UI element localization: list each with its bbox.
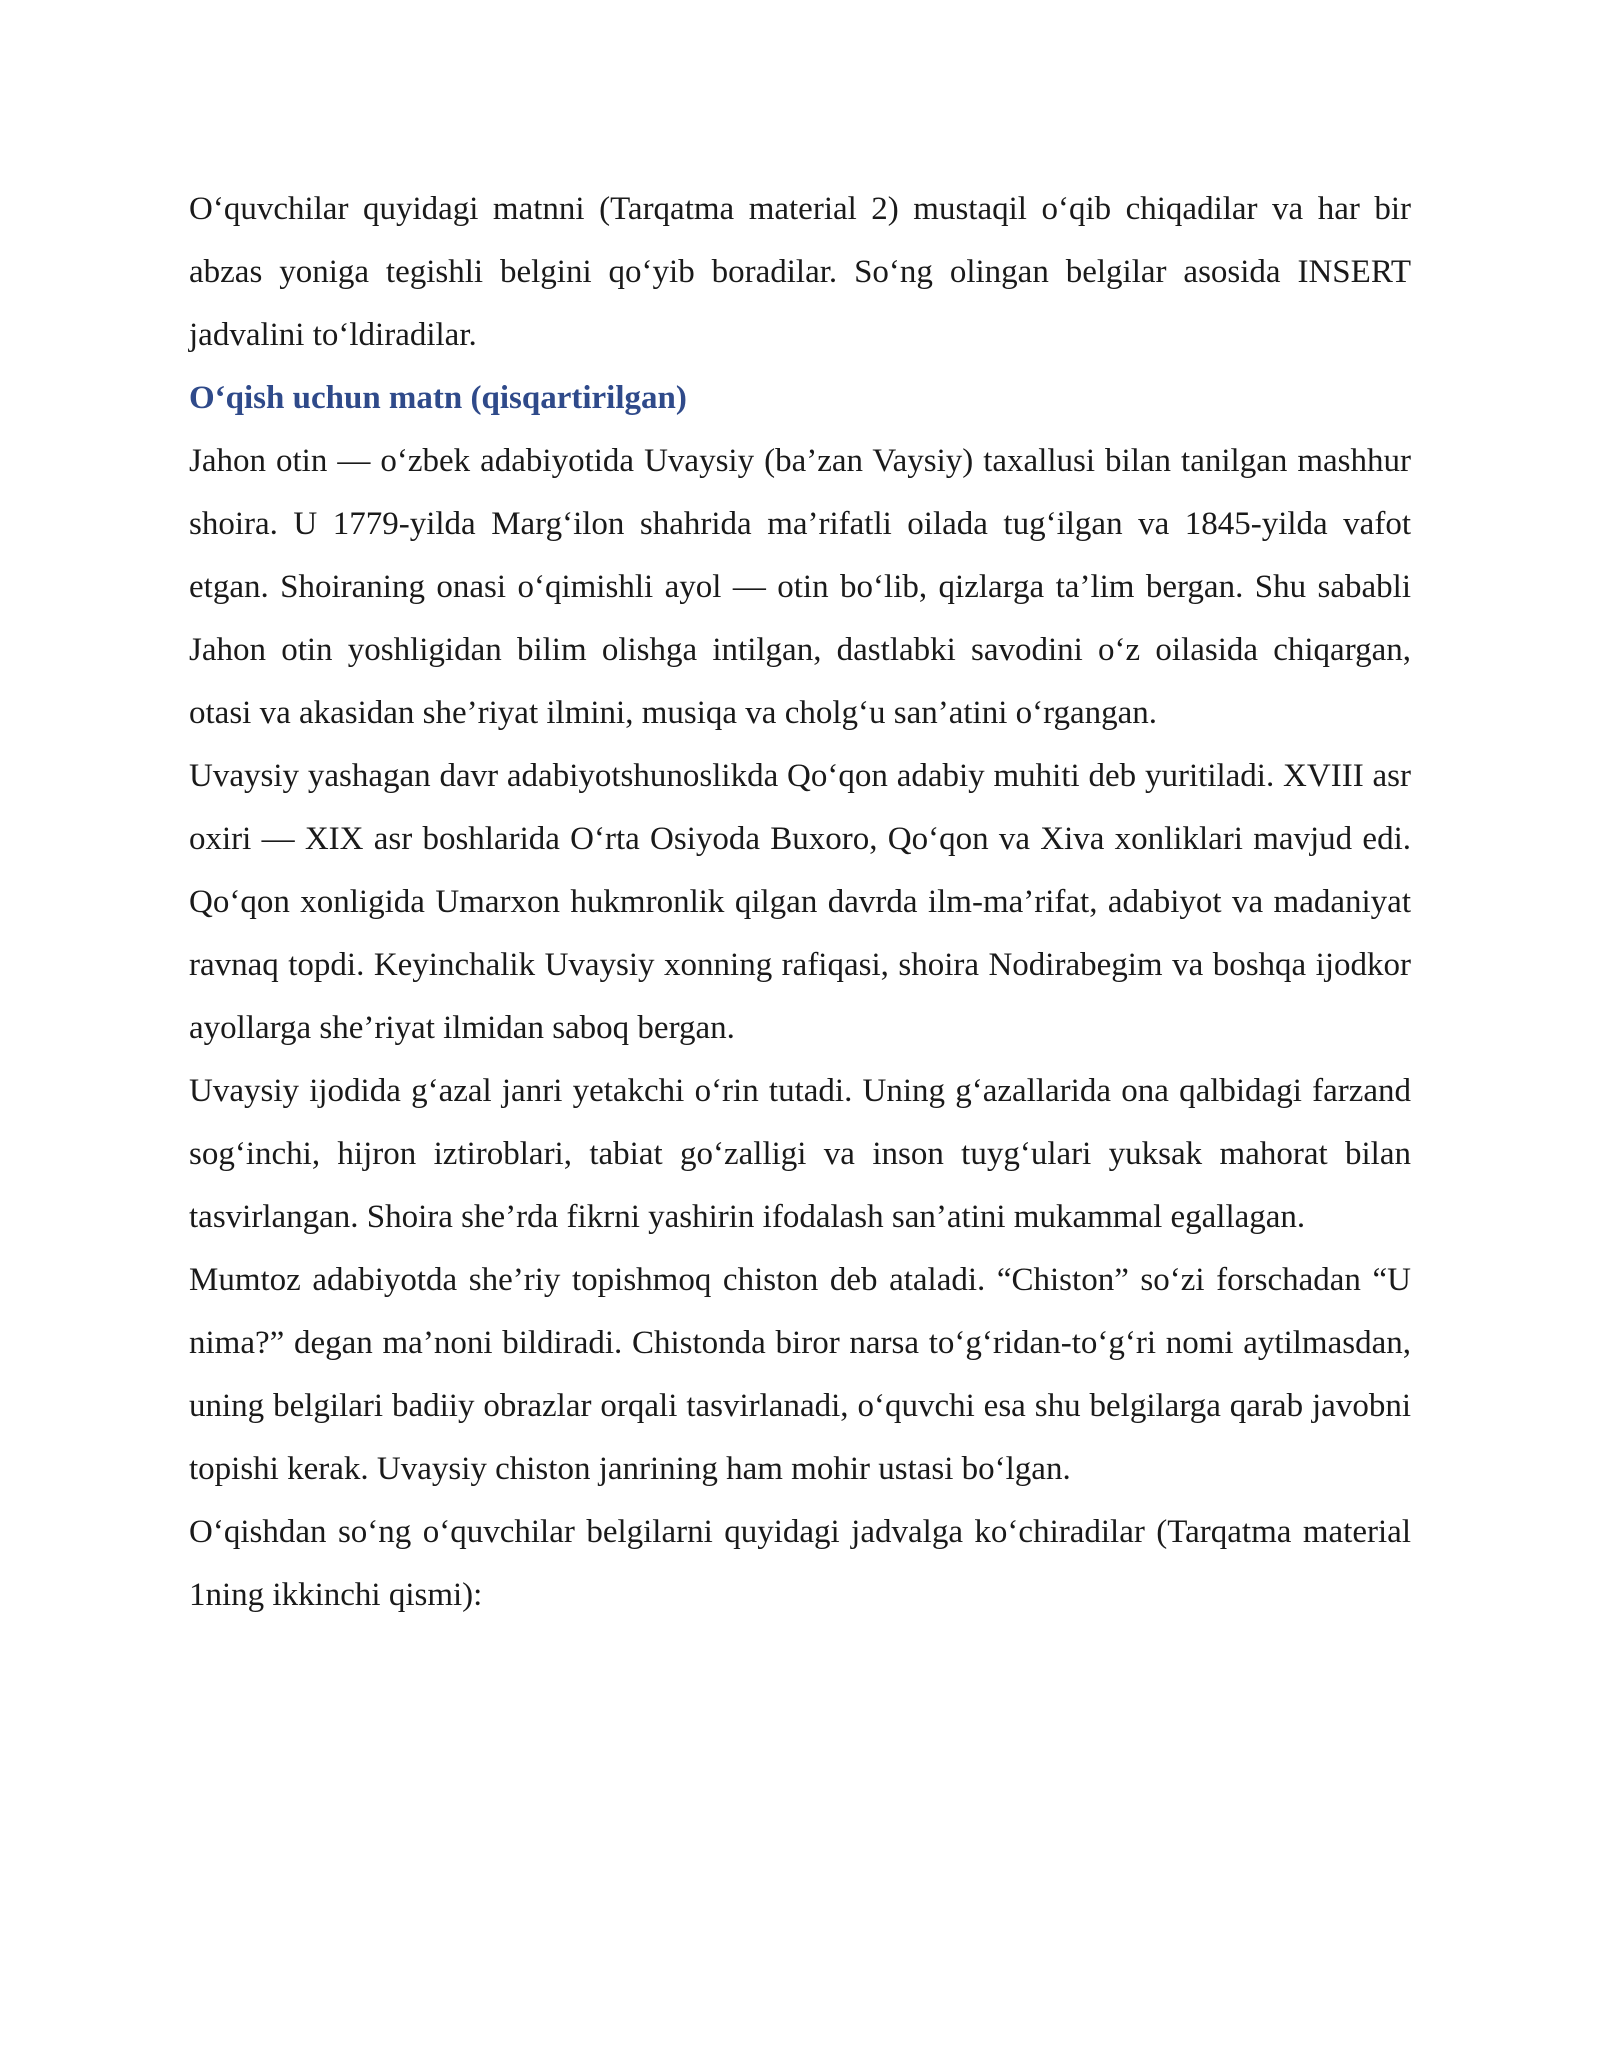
document-page xyxy=(189,178,1411,1627)
closing-paragraph: O‘qishdan so‘ng o‘quvchilar belgilarni quyidagi jadvalga ko‘chiradilar (Tarqatma material 1ning ikkinchi qismi): xyxy=(189,1514,1411,1613)
paragraph-biography: Jahon otin — o‘zbek adabiyotida Uvaysiy (ba’zan Vaysiy) taxallusi bilan tanilgan mashhur shoira. U 1779-yilda Marg‘ilon shahrida ma’rifatli oilada tug‘ilgan va 1845-yilda vafot etgan. Shoiraning onasi o‘qimishli ayol — otin bo‘lib, qizlarga ta’lim bergan. Shu sababli Jahon otin yoshligidan bilim olishga intilgan, dastlabki savodini o‘z oilasida chiqargan, otasi va akasidan she’riyat ilmini, musiqa va cholg‘u san’atini o‘rgangan. xyxy=(189,443,1411,731)
section-heading: O‘qish uchun matn (qisqartirilgan) xyxy=(189,380,687,416)
paragraph-chiston: Mumtoz adabiyotda she’riy topishmoq chiston deb ataladi. “Chiston” so‘zi forschadan “U nima?” degan ma’noni bildiradi. Chistonda biror narsa to‘g‘ridan-to‘g‘ri nomi aytilmasdan, uning belgilari badiiy obrazlar orqali tasvirlanadi, o‘quvchi esa shu belgilarga qarab javobni topishi kerak. Uvaysiy chiston janrining ham mohir ustasi bo‘lgan. xyxy=(189,1262,1411,1487)
paragraph-ghazal: Uvaysiy ijodida g‘azal janri yetakchi o‘rin tutadi. Uning g‘azallarida ona qalbidagi farzand sog‘inchi, hijron iztiroblari, tabiat go‘zalligi va inson tuyg‘ulari yuksak mahorat bilan tasvirlangan. Shoira she’rda fikrni yashirin ifodalash san’atini mukammal egallagan. xyxy=(189,1073,1411,1235)
paragraph-era: Uvaysiy yashagan davr adabiyotshunoslikda Qo‘qon adabiy muhiti deb yuritiladi. XVIII asr oxiri — XIX asr boshlarida O‘rta Osiyoda Buxoro, Qo‘qon va Xiva xonliklari mavjud edi. Qo‘qon xonligida Umarxon hukmronlik qilgan davrda ilm-ma’rifat, adabiyot va madaniyat ravnaq topdi. Keyinchalik Uvaysiy xonning rafiqasi, shoira Nodirabegim va boshqa ijodkor ayollarga she’riyat ilmidan saboq bergan. xyxy=(189,758,1411,1046)
intro-paragraph: O‘quvchilar quyidagi matnni (Tarqatma material 2) mustaqil o‘qib chiqadilar va har bir abzas yoniga tegishli belgini qo‘yib boradilar. So‘ng olingan belgilar asosida INSERT jadvalini to‘ldiradilar. xyxy=(189,191,1411,353)
